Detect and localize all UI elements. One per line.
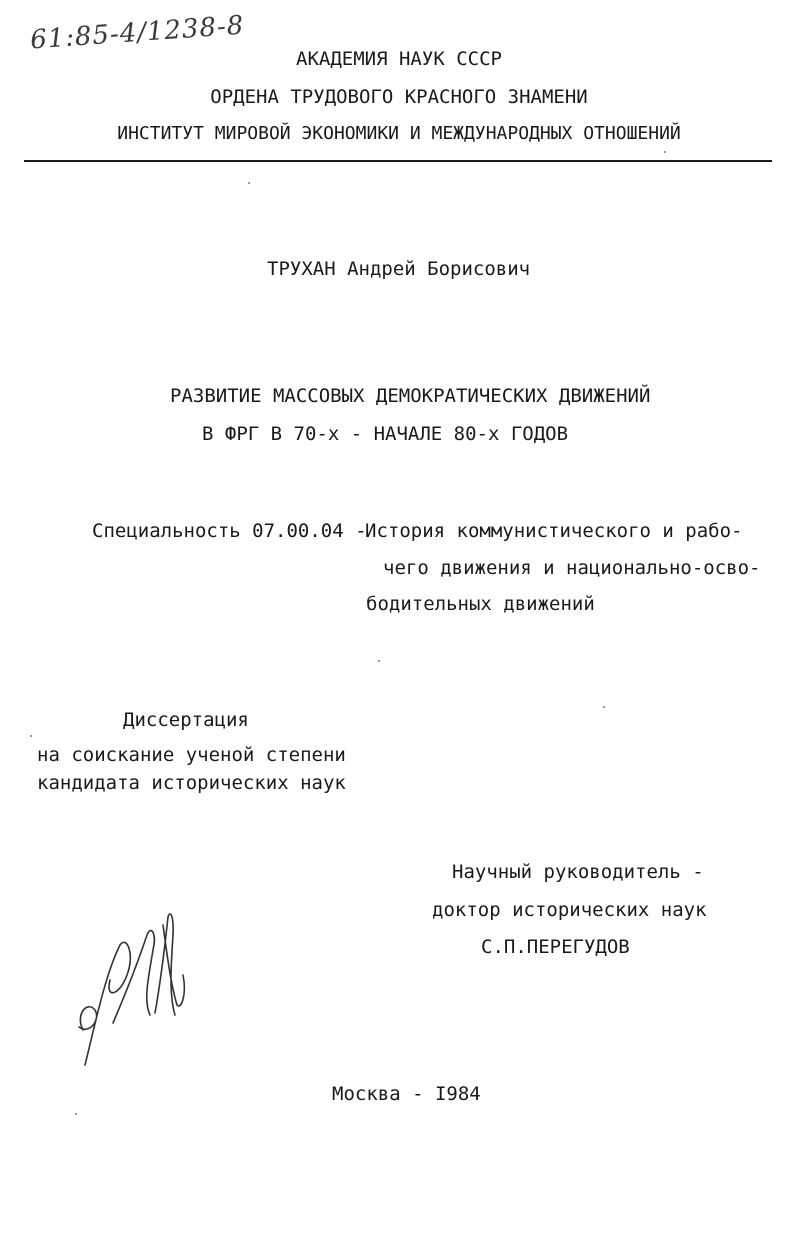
header-institute: ИНСТИТУТ МИРОВОЙ ЭКОНОМИКИ И МЕЖДУНАРОДНЫХ ОТНОШЕНИЙ — [117, 123, 681, 144]
supervisor-name: С.П.ПЕРЕГУДОВ — [481, 936, 630, 958]
scan-speck — [75, 1113, 77, 1115]
supervisor-role: Научный руководитель - — [452, 861, 704, 883]
specialty-desc-line1: История коммунистического и рабо- — [365, 520, 743, 542]
place-year: Москва - I984 — [332, 1083, 481, 1105]
scan-speck — [664, 151, 666, 153]
specialty-desc-line3: бодительных движений — [366, 593, 595, 615]
scan-speck — [248, 182, 250, 184]
degree-line2: на соискание ученой степени — [37, 744, 346, 766]
scan-speck — [603, 706, 605, 708]
specialty-desc-line2: чего движения и национально-осво- — [383, 557, 761, 579]
header-academy: АКАДЕМИЯ НАУК СССР — [296, 48, 502, 70]
author-name: ТРУХАН Андрей Борисович — [267, 258, 531, 280]
degree-line3: кандидата исторических наук — [37, 772, 346, 794]
thesis-title-line2: В ФРГ В 70-х - НАЧАЛЕ 80-х ГОДОВ — [202, 423, 569, 445]
thesis-title-line1: РАЗВИТИЕ МАССОВЫХ ДЕМОКРАТИЧЕСКИХ ДВИЖЕНИЙ — [170, 385, 651, 407]
header-divider — [24, 160, 772, 162]
specialty-label: Специальность 07.00.04 - — [92, 520, 367, 542]
header-order: ОРДЕНА ТРУДОВОГО КРАСНОГО ЗНАМЕНИ — [210, 86, 588, 108]
supervisor-degree: доктор исторических наук — [432, 899, 707, 921]
scan-speck — [378, 660, 380, 662]
degree-line1: Диссертация — [123, 709, 249, 731]
signature — [65, 905, 215, 1075]
archive-mark: 61:85-4/1238-8 — [29, 10, 246, 56]
scan-speck — [30, 735, 32, 737]
